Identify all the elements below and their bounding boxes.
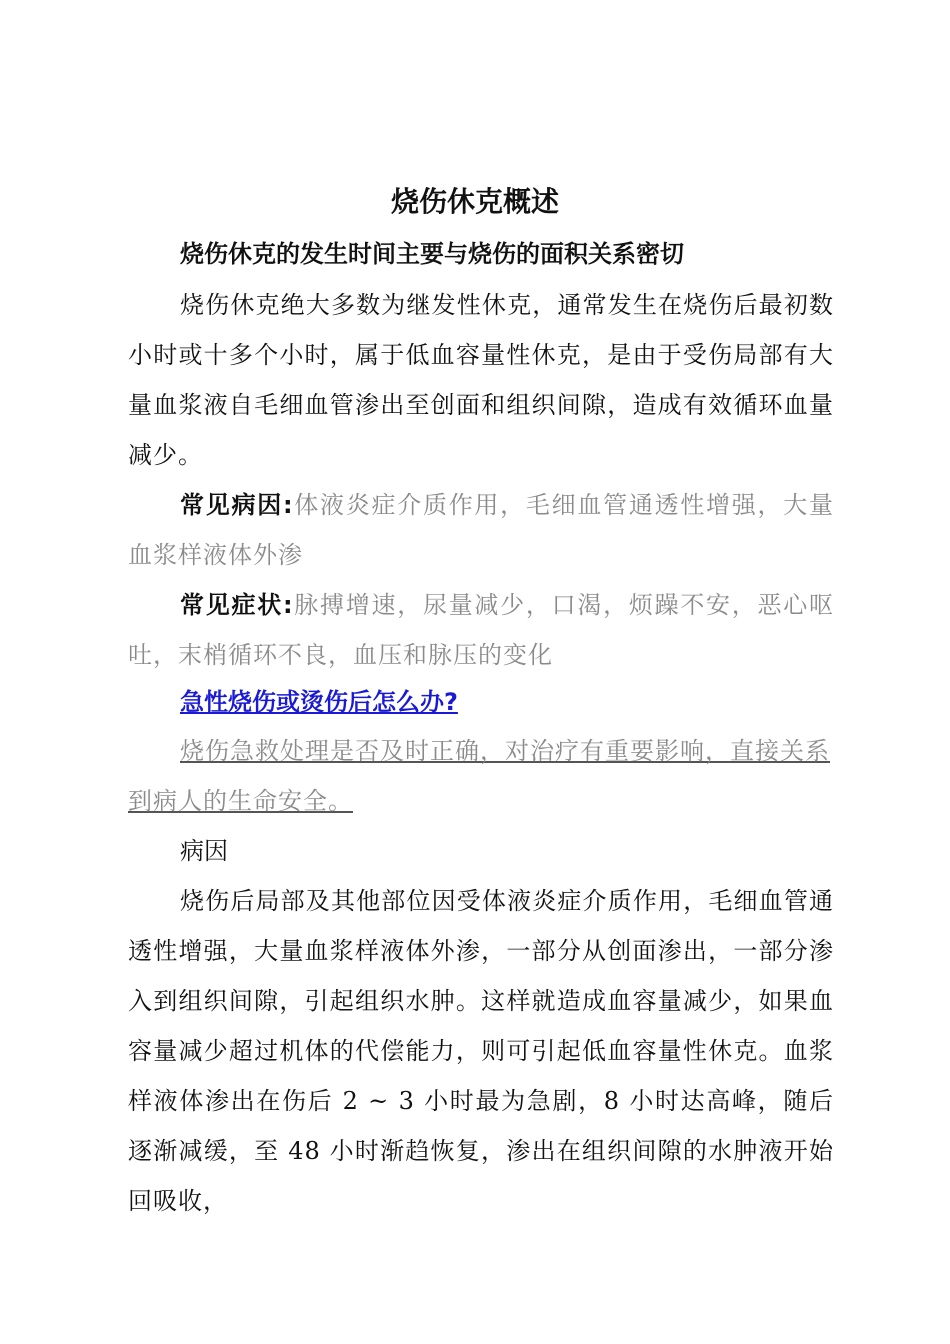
causes-paragraph [128, 480, 834, 580]
page-subtitle: 烧伤休克的发生时间主要与烧伤的面积关系密切 [180, 240, 684, 268]
causes-label: 常见病因: [180, 491, 294, 519]
section-heading-causes: 病因 [180, 837, 228, 865]
symptoms-label: 常见症状: [180, 591, 294, 619]
page-title: 烧伤休克概述 [390, 185, 559, 218]
intro-paragraph: 烧伤休克绝大多数为继发性休克，通常发生在烧伤后最初数小时或十多个小时，属于低血容量性休克，是由于受伤局部有大量血浆液自毛细血管渗出至创面和组织间隙，造成有效循环血量减少。 [128, 291, 834, 469]
first-aid-description [128, 726, 834, 826]
symptoms-text: 脉搏增速，尿量减少，口渴，烦躁不安，恶心呕吐，末梢循环不良，血压和脉压的变化 [128, 591, 834, 669]
first-aid-link[interactable]: 急性烧伤或烫伤后怎么办? [180, 688, 458, 716]
body-paragraph: 烧伤后局部及其他部位因受体液炎症介质作用，毛细血管通透性增强，大量血浆样液体外渗，一部分从创面渗出，一部分渗入到组织间隙，引起组织水肿。这样就造成血容量减少，如果血容量减少超过机体的代偿能力，则可引起低血容量性休克。血浆样液体渗出在伤后 2 ~ 3 小时最为急剧，8 小时达高峰，随后逐渐减缓，至 48 小时渐趋恢复，渗出在组织间隙的水肿液开始回吸收， [128, 887, 834, 1215]
first-aid-description-text: 烧伤急救处理是否及时正确，对治疗有重要影响，直接关系到病人的生命安全。 [128, 737, 830, 815]
symptoms-paragraph [128, 580, 834, 680]
causes-text: 体液炎症介质作用，毛细血管通透性增强，大量血浆样液体外渗 [128, 491, 834, 569]
